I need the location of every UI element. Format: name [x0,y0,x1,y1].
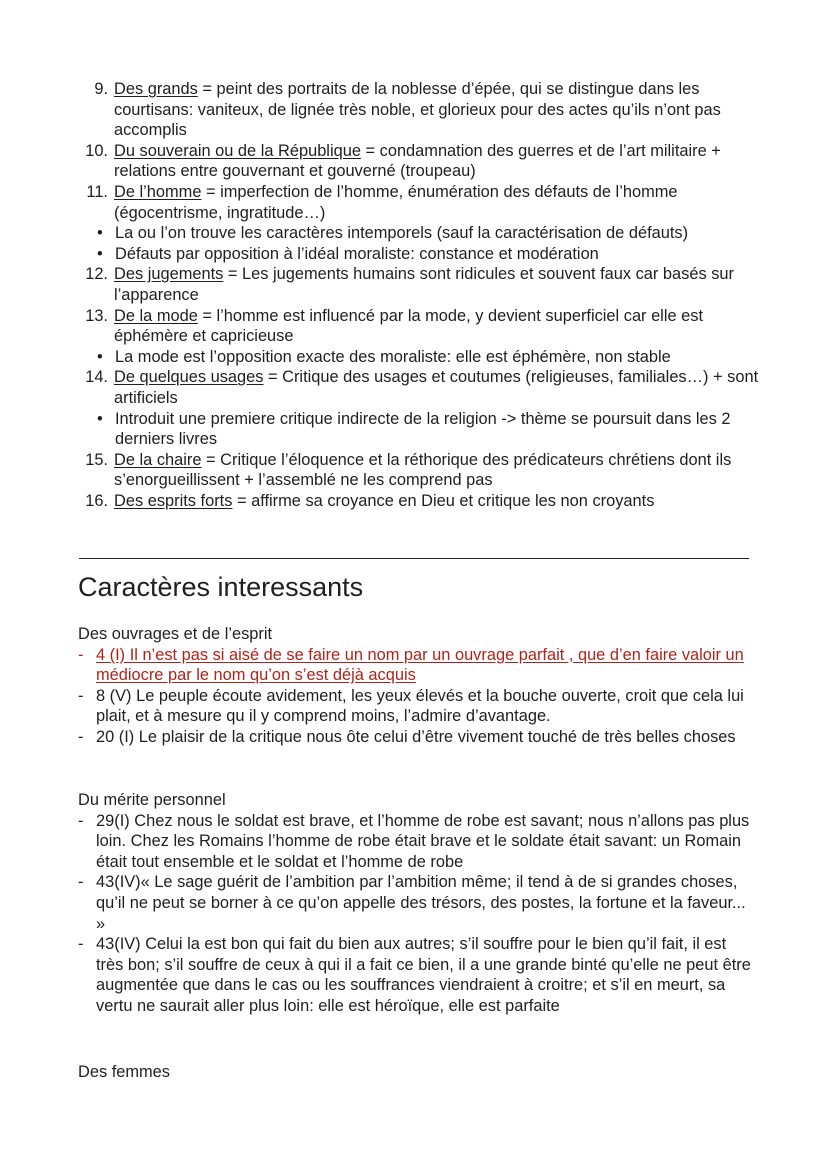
dash-icon: - [78,811,84,830]
item-text: = Critique l’éloquence et la réthorique des prédicateurs chrétiens dont ils s’enorgueillissent + l’assemblé ne les comprend pas [114,450,732,490]
item-title: De la chaire [114,450,202,469]
list-item [78,367,768,408]
section-title: Des ouvrages et de l’esprit [78,625,273,643]
bullet-item [78,409,768,450]
item-text: = peint des portraits de la noblesse d’épée, qui se distingue dans les courtisans: vaniteux, de lignée très noble, et glorieux pour des actes qu’ils n’ont pas accomplis [114,80,721,140]
section-ouvrages [78,624,758,748]
quote-text: 43(IV)« Le sage guérit de l’ambition par l’ambition même; il tend à de si grandes choses, qu’il ne peut se borner à ce qu’on appelle des trésors, des postes, la fortune et la faveur... » [96,873,746,933]
quote-item [78,811,758,873]
section-heading: Caractères interessants [78,572,364,602]
list-item [78,306,768,347]
item-number: 13. [85,306,108,325]
bullet-item [78,244,768,265]
item-text: = affirme sa croyance en Dieu et critique les non croyants [232,491,655,510]
bullet-item [78,223,768,244]
quote-item [78,934,758,1016]
section-title: Des femmes [78,1063,170,1081]
item-number: 9. [94,80,108,98]
quote-item [78,645,758,686]
section-femmes [78,1062,758,1083]
dash-icon: - [78,645,84,664]
item-title: De quelques usages [114,368,264,387]
item-title: Des grands [114,80,198,98]
dash-icon: - [78,935,84,954]
section-merite [78,790,758,1017]
item-number: 14. [85,368,108,387]
dash-icon: - [78,727,84,746]
item-title: De la mode [114,306,198,325]
list-item [78,182,768,223]
quote-item [78,727,758,748]
section-title: Du mérite personnel [78,791,226,809]
bullet-text: Introduit une premiere critique indirecte de la religion -> thème se poursuit dans les 2 derniers livres [115,409,731,449]
quote-text: 29(I) Chez nous le soldat est brave, et l’homme de robe est savant; nous n’allons pas plus loin. Chez les Romains l’homme de robe était brave et le soldate était savant: un Romain était tout ensemble et le soldat et l’homme de robe [96,811,750,871]
item-number: 11. [86,182,108,201]
item-number: 15. [85,450,108,469]
quote-item [78,872,758,934]
item-text: = Critique des usages et coutumes (religieuses, familiales…) + sont artificiels [114,368,759,407]
quote-item [78,686,758,727]
quote-text: 20 (I) Le plaisir de la critique nous ôte celui d’être vivement touché de très belles choses [96,727,736,746]
list-item [78,79,768,141]
item-title: Du souverain ou de la République [114,141,361,160]
item-title: Des esprits forts [114,491,233,510]
quote-text: 8 (V) Le peuple écoute avidement, les yeux élevés et la bouche ouverte, croit que cela lui plait, et à mesure qu il y comprend moins, l’admire d’avantage. [96,686,744,726]
bullet-text: Défauts par opposition à l’idéal moraliste: constance et modération [115,244,599,263]
bullet-text: La ou l’on trouve les caractères intemporels (sauf la caractérisation de défauts) [115,224,689,243]
list-item [78,264,768,305]
bullet-item [78,347,768,368]
list-item [78,491,768,512]
chapter-list [78,79,768,511]
item-number: 16. [85,491,108,510]
bullet-icon: • [97,244,103,263]
item-text: = Les jugements humains sont ridicules et souvent faux car basés sur l’apparence [114,265,734,304]
item-title: De l’homme [114,182,202,201]
bullet-icon: • [97,224,103,243]
bullet-icon: • [97,409,103,428]
bullet-icon: • [97,347,103,366]
item-text: = condamnation des guerres et de l’art militaire + relations entre gouvernant et gouverné (troupeau) [114,141,721,181]
bullet-text: La mode est l’opposition exacte des moraliste: elle est éphémère, non stable [115,347,671,366]
item-number: 12. [85,265,108,284]
item-number: 10. [85,141,108,160]
list-item [78,450,768,491]
quote-text: 43(IV) Celui la est bon qui fait du bien aux autres; s’il souffre pour le bien qu’il fait, il est très bon; s’il souffre de ceux à qui il a fait ce bien, il a une grande binté qu’elle ne peut être augmentée que dans le cas ou les souffrances viendraient à croitre; et s’il en meurt, sa vertu ne saurait aller plus loin: elle est héroïque, elle est parfaite [96,935,751,1015]
dash-icon: - [78,873,84,892]
horizontal-rule [79,558,749,559]
quote-text: 4 (I) Il n’est pas si aisé de se faire un nom par un ouvrage parfait , que d’en faire valoir un médiocre par le nom qu’on s’est déjà acquis [96,645,744,685]
dash-icon: - [78,686,84,705]
item-text: = l’homme est influencé par la mode, y devient superficiel car elle est éphémère et capricieuse [114,306,704,346]
list-item [78,141,768,182]
item-text: = imperfection de l’homme, énumération des défauts de l’homme (égocentrisme, ingratitude…) [114,182,678,222]
item-title: Des jugements [114,265,224,284]
